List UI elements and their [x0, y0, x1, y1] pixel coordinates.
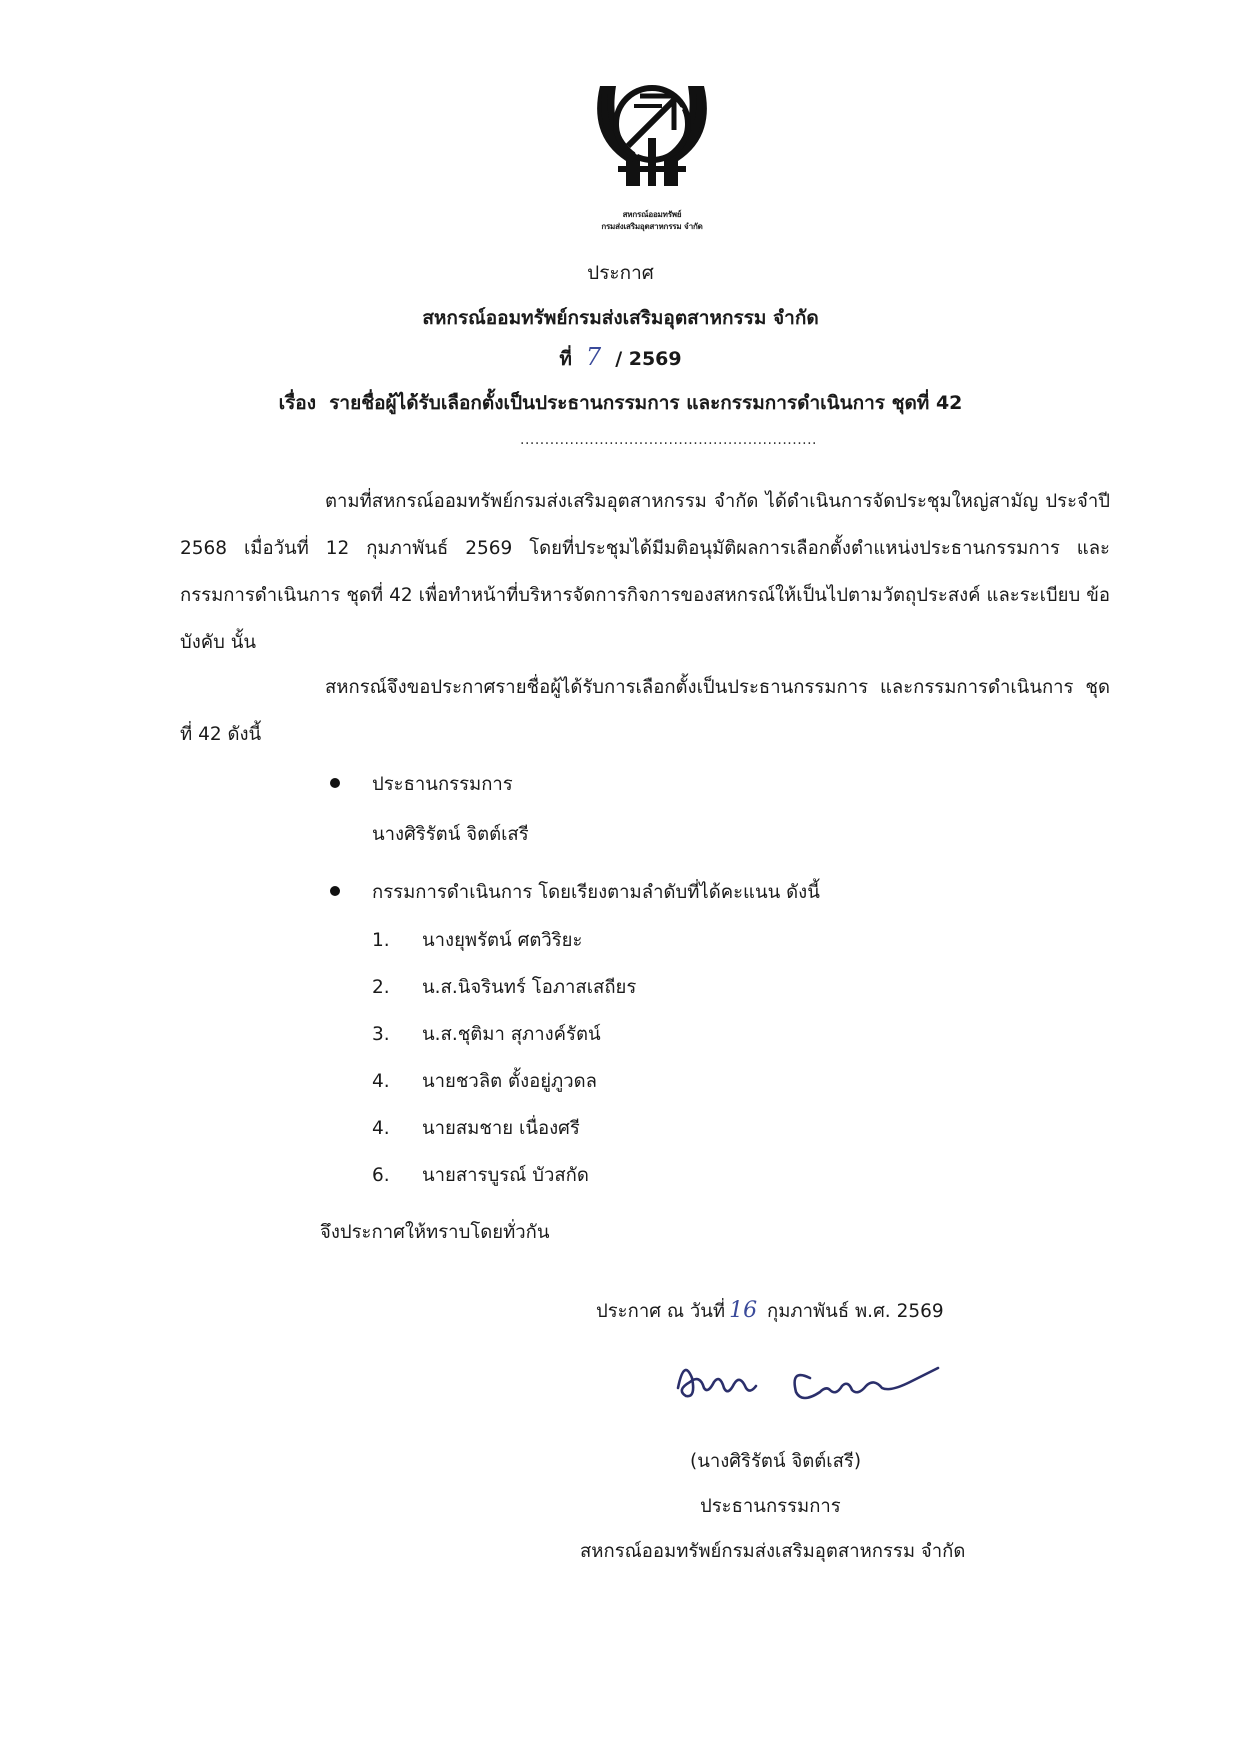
chairman-name: นางศิริรัตน์ จิตต์เสรี [372, 824, 529, 845]
cooperative-logo [578, 66, 726, 234]
list-item-number: 3. [372, 1024, 390, 1045]
committee-list-item [372, 1020, 601, 1049]
announcement-date [596, 1297, 944, 1326]
list-item-number: 6. [372, 1165, 390, 1186]
subject-text: รายชื่อผู้ได้รับเลือกตั้งเป็นประธานกรรมการ และกรรมการดำเนินการ ชุดที่ 42 [329, 392, 963, 414]
list-item-name: น.ส.ชุติมา สุภางค์รัตน์ [422, 1024, 601, 1045]
list-item-name: นางยุพรัตน์ ศตวิริยะ [422, 930, 583, 951]
chairman-label: ประธานกรรมการ [372, 774, 513, 795]
number-suffix: / 2569 [615, 348, 682, 370]
cooperative-emblem-icon [578, 66, 726, 204]
list-item-number: 4. [372, 1118, 390, 1139]
date-suffix: กุมภาพันธ์ พ.ศ. 2569 [767, 1301, 944, 1322]
committee-list-item [372, 1161, 589, 1190]
date-prefix: ประกาศ ณ วันที่ [596, 1301, 726, 1322]
logo-text-line2: กรมส่งเสริมอุตสาหกรรม จำกัด [601, 222, 703, 231]
list-item-name: นายสมชาย เนื่องศรี [422, 1118, 580, 1139]
list-item-number: 1. [372, 930, 390, 951]
subject-label: เรื่อง [278, 392, 316, 414]
header-divider: ............................................................ [520, 432, 818, 448]
signer-organization: สหกรณ์ออมทรัพย์กรมส่งเสริมอุตสาหกรรม จำกัด [580, 1541, 966, 1562]
bullet-icon [330, 778, 340, 788]
signer-position: ประธานกรรมการ [700, 1496, 841, 1517]
list-item-name: น.ส.นิจรินทร์ โอภาสเสถียร [422, 977, 637, 998]
number-prefix: ที่ [559, 348, 572, 370]
list-item-name: นายสารบูรณ์ บัวสกัด [422, 1165, 589, 1186]
subject-line [0, 388, 1241, 418]
announcement-heading: ประกาศ [587, 262, 654, 284]
committee-list-item [372, 1114, 580, 1143]
list-item-number: 2. [372, 977, 390, 998]
body-paragraph-2: สหกรณ์จึงขอประกาศรายชื่อผู้ได้รับการเลือกตั้งเป็นประธานกรรมการ และกรรมการดำเนินการ ชุดที่ 42 ดังนี้ [180, 677, 1110, 745]
date-day-handwritten: 16 [729, 1298, 758, 1323]
signer-name: (นางศิริรัตน์ จิตต์เสรี) [690, 1451, 862, 1472]
committee-list-item [372, 926, 582, 955]
announcement-number [0, 343, 1241, 374]
body-paragraph-1: ตามที่สหกรณ์ออมทรัพย์กรมส่งเสริมอุตสาหกรรม จำกัด ได้ดำเนินการจัดประชุมใหญ่สามัญ ประจำปี 2568 เมื่อวันที่ 12 กุมภาพันธ์ 2569 โดยที่ประชุมได้มีมติอนุมัติผลการเลือกตั้งตำแหน่งประธานกรรมการ และกรรมการดำเนินการ ชุดที่ 42 เพื่อทำหน้าที่บริหารจัดการกิจการของสหกรณ์ให้เป็นไปตามวัตถุประสงค์ และระเบียบ ข้อบังคับ นั้น [180, 491, 1110, 653]
bullet-icon [330, 886, 340, 896]
list-item-number: 4. [372, 1071, 390, 1092]
closing-statement: จึงประกาศให้ทราบโดยทั่วกัน [320, 1222, 550, 1243]
signature-icon [670, 1338, 950, 1418]
committee-list-item [372, 1067, 597, 1096]
logo-text-line1: สหกรณ์ออมทรัพย์ [622, 210, 682, 219]
committee-list-item [372, 973, 636, 1002]
organization-name: สหกรณ์ออมทรัพย์กรมส่งเสริมอุตสาหกรรม จำกัด [422, 307, 819, 329]
list-item-name: นายชวลิต ตั้งอยู่ภูวดล [422, 1071, 597, 1092]
number-handwritten: 7 [585, 343, 602, 371]
committee-label: กรรมการดำเนินการ โดยเรียงตามลำดับที่ได้คะแนน ดังนี้ [372, 882, 820, 903]
